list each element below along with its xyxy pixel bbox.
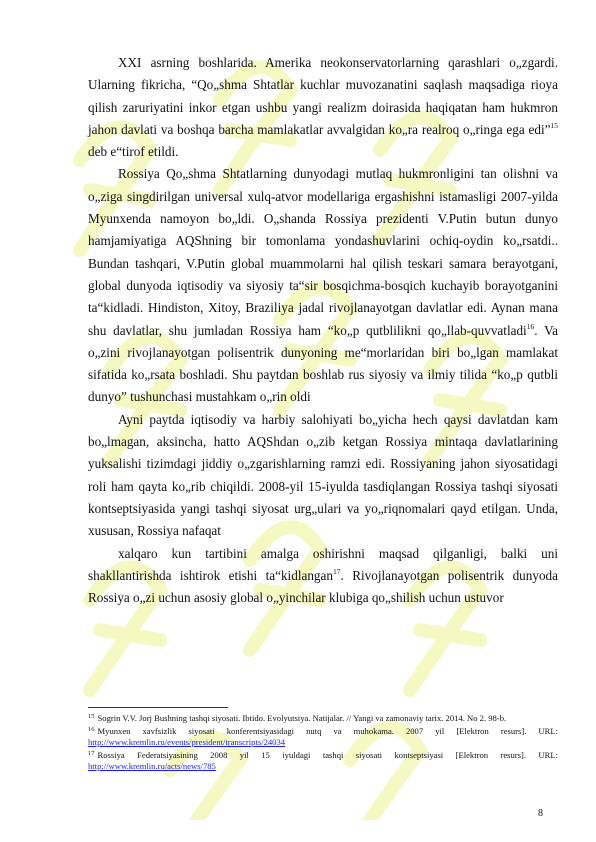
paragraph-text: Rossiya Qo„shma Shtatlarning dunyodagi mutlaq hukmronligini tan olishni va o„ziga singdirilgan universal xulq-atvor modellariga ergashishni istamasligi 2007-yilda Myunxenda namoyon bo„ldi. O„shanda Rossiya prezidenti V.Putin butun dunyo hamjamiyatiga AQShning bir tomonlama yondashuvlarini ochiq-oydin ko„rsatdi.. Bundan tashqari, V.Putin global muammolarni hal qilish teskari samara berayotgani, global dunyoda iqtisodiy va siyosiy ta“sir bosqichma-bosqich kuchayib borayotganini ta“kidladi. Hindiston, Xitoy, Braziliya jadal rivojlanayotgan davlatlar edi. Aynan mana shu davlatlar, shu jumladan Rossiya ham “ko„p qutblilikni qo„llab-quvvatladi [88,166,558,338]
footnote-number: 15 [88,713,95,720]
footnote-ref-17[interactable]: 17 [332,566,341,576]
page-body [88,52,558,609]
footnote-text: Sogrin V.V. Jorj Bushning tashqi siyosati. Ibtido. Evolyutsiya. Natijalar. // Yangi va zamonaviy tarix. 2014. No 2. 98-b. [97,713,507,723]
paragraph-text: XXI asrning boshlarida. Amerika neokonservatorlarning qarashlari o„zgardi. Ularning fikricha, “Qo„shma Shtatlar kuchlar muvozanatini saqlash maqsadiga rioya qilish zaruriyatini inkor etgan ushbu yangi realizm doirasida haqiqatan ham hukmron jahon davlati va boshqa barcha mamlakatlar avvalgidan ko„ra realroq o„ringa ega edi” [88,55,558,137]
footnote-text: Rossiya Federatsiyasining 2008 yil 15 iyuldagi tashqi siyosati kontseptsiyasi [Elektron resurs]. URL: [97,750,558,760]
footnote-divider [88,707,228,708]
paragraph-text: . Va o„zini rivojlanayotgan polisentrik dunyoning me“morlaridan biri bo„lgan mamlakat sifatida ko„rsata boshladi. Shu paytdan boshlab rus siyosiy va ilmiy tilida “ko„p qutbli dunyo” tushunchasi mustahkam o„rin oldi [88,322,558,405]
paragraph-text: deb e“tirof etildi. [88,144,179,160]
footnote-15 [88,711,558,724]
paragraph-text: Ayni paytda iqtisodiy va harbiy salohiyati bo„yicha hech qaysi davlatdan kam bo„lmagan, aksincha, hatto AQShdan o„zib ketgan Rossiya mintaqa davlatlarining yuksalishi tizimdagi jiddiy o„zgarishlarning ramzi edi. Rossiyaning jahon siyosatidagi roli ham qayta ko„rib chiqildi. 2008-yil 15-iyulda tasdiqlangan Rossiya tashqi siyosati kontseptsiyasida yangi tashqi siyosat urg„ulari va yo„riqnomalari qayd etilgan. Unda, xususan, Rossiya nafaqat [88,411,558,539]
paragraph-text: . Rivojlanayotgan polisentrik dunyoda Rossiya o„zi uchun asosiy global o„yinchilar klubiga qo„shilish uchun ustuvor [88,567,558,606]
paragraph-1 [88,52,558,163]
footnotes [88,711,558,772]
paragraph-text: xalqaro kun tartibini amalga oshirishni maqsad qilganligi, balki uni shakllantirishda ishtirok etishi ta“kidlangan [88,545,558,583]
paragraph-3 [88,409,558,543]
footnote-link-17[interactable]: http://www.kremlin.ru/acts/news/785 [88,761,216,771]
footnote-number: 16 [88,726,95,733]
page-number: 8 [538,808,543,819]
footnote-text: Myunxen xavfsizlik siyosati konferentsiyasidagi nutq va muhokama. 2007 yil [Elektron resurs]. URL: [97,726,558,736]
footnote-link-16[interactable]: http://www.kremlin.ru/events/president/transcripts/24034 [88,737,286,747]
footnote-16 [88,724,558,748]
footnote-ref-16[interactable]: 16 [526,321,535,331]
paragraph-4 [88,543,558,610]
footnote-17 [88,748,558,772]
footnote-number: 17 [88,750,95,757]
paragraph-2 [88,163,558,408]
footnote-ref-15[interactable]: 15 [550,120,558,130]
